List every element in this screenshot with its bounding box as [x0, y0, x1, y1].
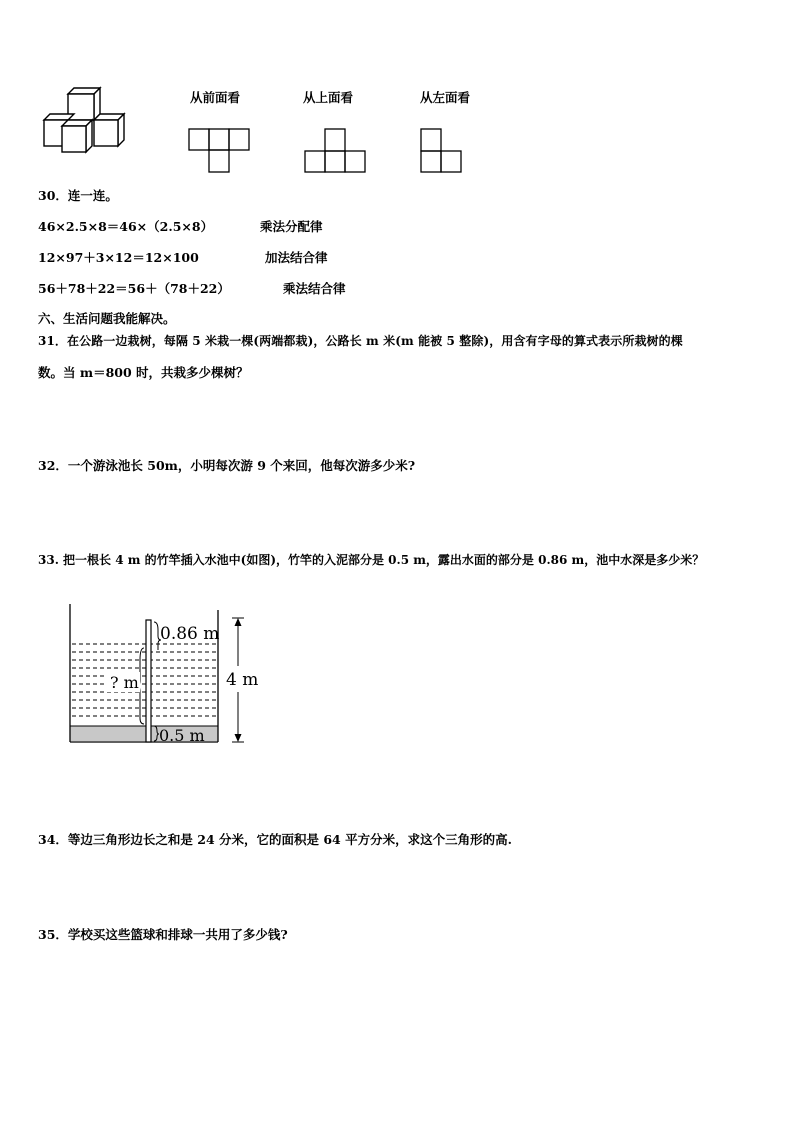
q34-text: 34．等边三角形边长之和是 24 分米，它的面积是 64 平方分米，求这个三角形的高. — [38, 832, 512, 847]
q32-text: 32．一个游泳池长 50m，小明每次游 9 个来回，他每次游多少米? — [38, 458, 416, 473]
q31-line-2: 数。当 m＝800 时，共栽多少棵树？ — [38, 365, 249, 380]
front-view-label: 从前面看 — [190, 90, 241, 105]
top-length-label: 0.86 m — [160, 624, 220, 644]
top-view-figure — [304, 128, 366, 174]
q33-text: 33. 把一根长 4 m 的竹竿插入水池中(如图)，竹竿的入泥部分是 0.5 m，露出水面的部分是 0.86 m，池中水深是多少米？ — [38, 553, 705, 567]
left-view-figure — [420, 128, 464, 174]
q30-expr-1: 46×2.5×8＝46×（2.5×8） — [38, 219, 214, 234]
q30-law-3: 乘法结合律 — [283, 281, 346, 296]
top-view-label: 从上面看 — [303, 90, 354, 105]
pool-bamboo-figure — [66, 600, 266, 750]
mud-length-label: 0.5 m — [159, 726, 205, 745]
q30-law-2: 加法结合律 — [265, 250, 328, 265]
q31-line-1: 31．在公路一边栽树，每隔 5 米栽一棵(两端都栽)，公路长 m 米(m 能被 5 整除)，用含有字母的算式表示所栽树的棵 — [38, 334, 683, 348]
q30-expr-3: 56＋78＋22＝56＋（78＋22） — [38, 281, 230, 296]
left-view-label: 从左面看 — [420, 90, 471, 105]
section-6-heading: 六、生活问题我能解决。 — [38, 311, 176, 326]
front-view-figure — [188, 128, 250, 174]
q30-law-1: 乘法分配律 — [260, 219, 323, 234]
q30-title: 30．连一连。 — [38, 188, 118, 203]
cube-stack-figure — [40, 84, 140, 154]
water-depth-label: ? m — [110, 673, 139, 692]
q35-text: 35．学校买这些篮球和排球一共用了多少钱? — [38, 927, 288, 942]
total-length-label: 4 m — [226, 670, 259, 690]
q30-expr-2: 12×97＋3×12＝12×100 — [38, 250, 199, 265]
